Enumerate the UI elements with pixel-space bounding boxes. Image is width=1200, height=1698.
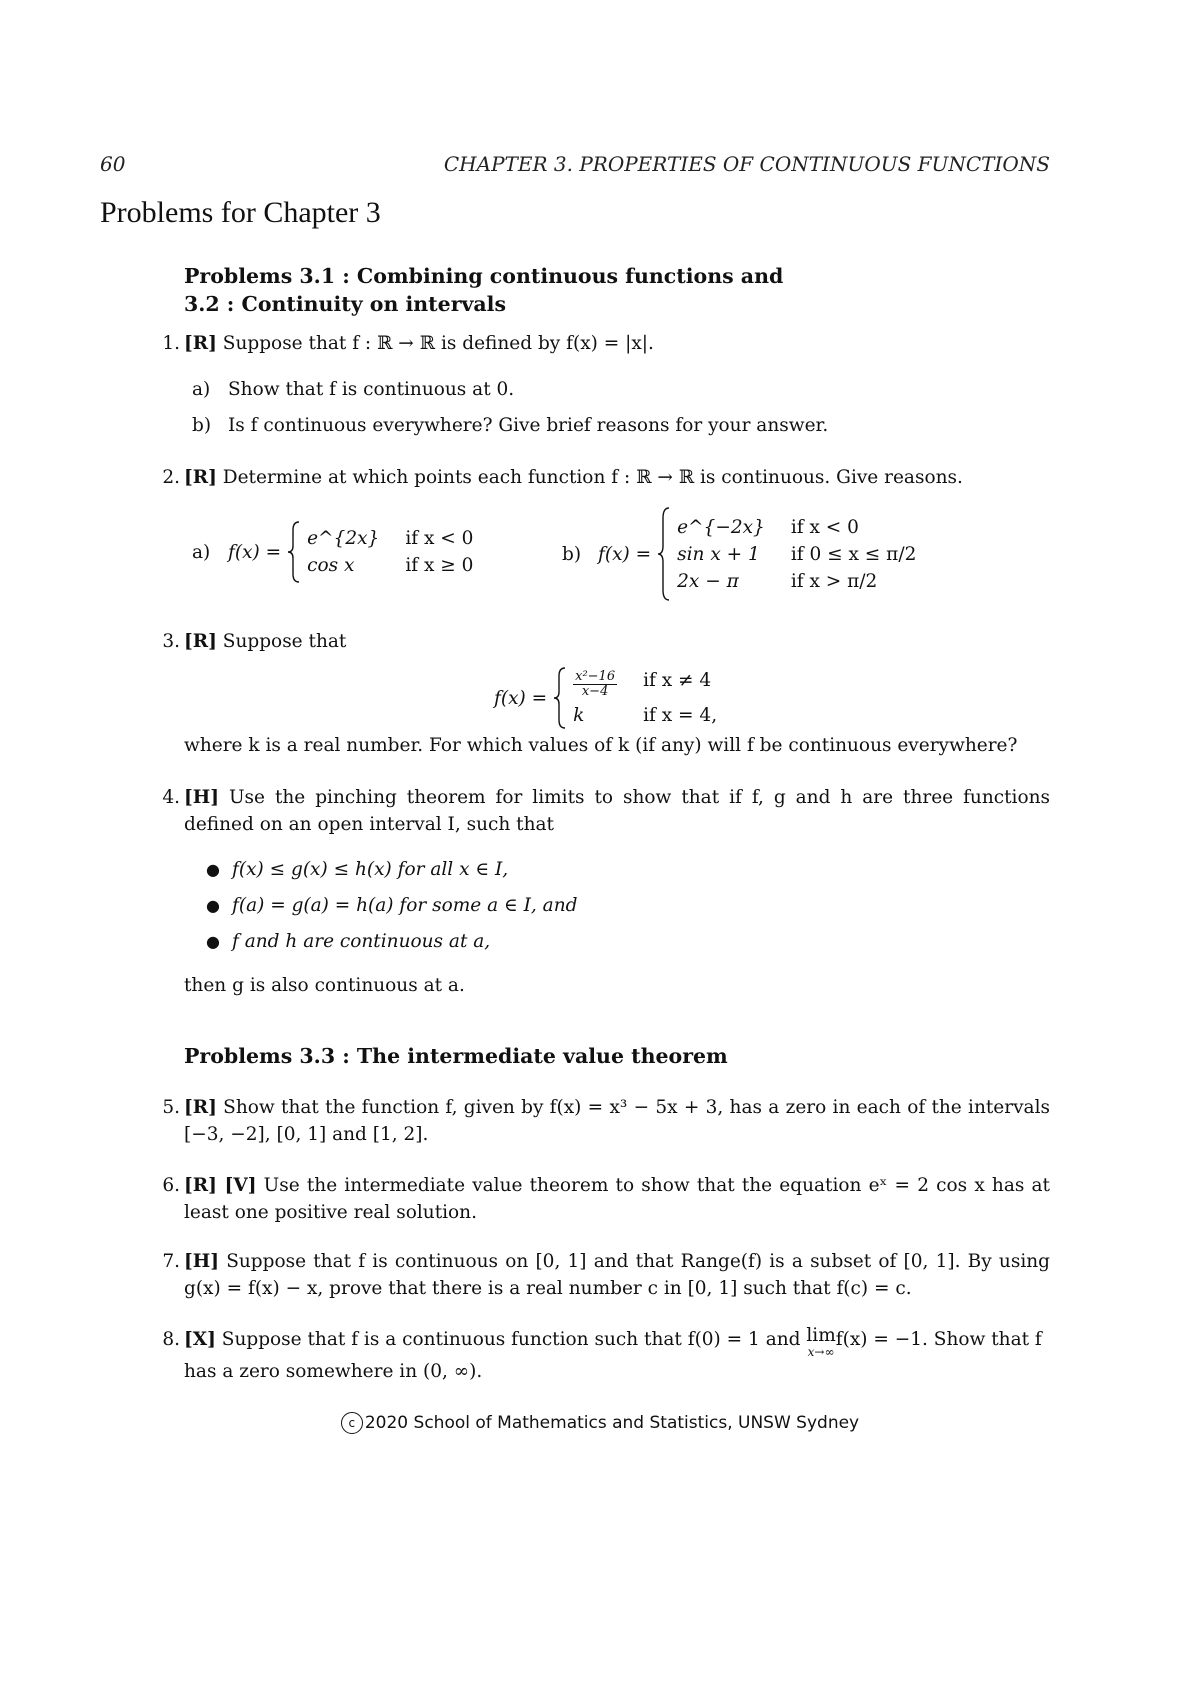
part-label: b) [192,415,212,436]
problem-text: Determine at which points each function f : ℝ → ℝ is continuous. Give reasons. [222,467,963,488]
difficulty-tag: [R] [V] [184,1175,257,1196]
case-condition: if x = 4, [643,705,718,726]
piecewise-3 [494,666,717,730]
case-expression: cos x [307,555,355,576]
difficulty-tag: [R] [184,631,217,652]
copyright-icon: c [341,1412,363,1434]
problem-4 [140,784,1050,838]
problem-number: 8. [162,1329,180,1350]
difficulty-tag: [X] [184,1329,216,1350]
problem-text: Suppose that f is continuous on [0, 1] and that Range(f) is a subset of [0, 1]. By using g(x) = f(x) − x, prove that there is a real number c in [0, 1] such that f(c) = c. [184,1251,1050,1299]
part-label: a) [192,379,211,400]
problem-text: Show that the function f, given by f(x) = x³ − 5x + 3, has a zero in each of the intervals [−3, −2], [0, 1] and [1, 2]. [184,1097,1050,1145]
left-brace-icon [553,666,567,730]
case-expression: 2x − π [677,570,739,592]
problem-number: 4. [162,787,180,808]
case-expression: sin x + 1 [677,543,760,565]
difficulty-tag: [H] [184,787,219,808]
part-label: a) [192,541,211,563]
list-item: ● f(x) ≤ g(x) ≤ h(x) for all x ∈ I, [206,856,508,883]
case-condition: if 0 ≤ x ≤ π/2 [790,543,917,565]
problem-text: Suppose that f is a continuous function such that f(0) = 1 and [221,1329,801,1350]
problem-3-followup: where k is a real number. For which values of k (if any) will f be continuous everywhere? [184,735,1018,756]
bullet-icon: ● [206,932,220,951]
problem-5 [140,1094,1050,1148]
function-lhs: f(x) = [228,541,282,563]
section-heading-line2: 3.2 : Continuity on intervals [184,292,507,316]
problem-text: Use the intermediate value theorem to show that the equation eˣ = 2 cos x has at least one positive real solution. [184,1175,1050,1223]
page-number: 60 [100,152,126,176]
part-text: Show that f is continuous at 0. [228,379,515,400]
piecewise-2a [192,520,473,584]
left-brace-icon [657,506,671,602]
case-expression: e^{−2x} [677,516,765,538]
chapter-running-title: CHAPTER 3. PROPERTIES OF CONTINUOUS FUNCTIONS [443,152,1050,176]
problem-2 [140,464,1050,491]
section-heading-3-3 [184,1042,1044,1070]
case-condition: if x < 0 [405,528,474,549]
running-head [100,152,1050,176]
problem-number: 7. [162,1251,180,1272]
function-lhs: f(x) = [494,687,548,709]
problem-number: 6. [162,1175,180,1196]
problem-number: 2. [162,467,180,488]
section-heading-line1: Problems 3.3 : The intermediate value theorem [184,1044,728,1068]
fraction-numerator: x²−16 [575,669,616,684]
piecewise-2b [562,506,916,602]
limit-subscript: x→∞ [807,1345,835,1359]
problem-1 [140,330,1050,357]
bullet-icon: ● [206,896,220,915]
bullet-icon: ● [206,860,220,879]
problem-8 [140,1326,1050,1385]
problem-1-part-b [192,412,828,439]
problem-text-continued: f(x) = −1. Show that f has a zero somewhere in (0, ∞). [184,1329,1042,1382]
fraction-denominator: x−4 [581,684,609,699]
problem-1-part-a [192,376,514,403]
left-brace-icon [287,520,301,584]
case-condition: if x ≥ 0 [405,555,474,576]
section-heading-line1: Problems 3.1 : Combining continuous functions and [184,264,784,288]
case-expression: e^{2x} [307,528,380,549]
limit-operator [806,1326,835,1358]
case-condition: if x > π/2 [790,570,878,592]
case-expression: k [573,705,585,726]
section-heading-3-1 [184,262,1044,318]
difficulty-tag: [R] [184,467,217,488]
problem-4-conclusion: then g is also continuous at a. [184,975,465,996]
case-condition: if x < 0 [790,516,859,538]
case-condition: if x ≠ 4 [643,670,712,691]
limit-word: lim [806,1325,836,1346]
problem-number: 3. [162,631,180,652]
problem-number: 1. [162,333,180,354]
problem-text: Use the pinching theorem for limits to show that if f, g and h are three functions defined on an open interval I, such that [184,787,1050,835]
difficulty-tag: [R] [184,333,217,354]
function-lhs: f(x) = [598,543,652,565]
problem-6 [140,1172,1050,1226]
fraction [573,670,617,699]
difficulty-tag: [R] [184,1097,217,1118]
list-item: ● f and h are continuous at a, [206,928,490,955]
part-label: b) [562,543,582,565]
problem-text: Suppose that f : ℝ → ℝ is defined by f(x) = |x|. [222,333,654,354]
problem-7 [140,1248,1050,1302]
copyright-text: 2020 School of Mathematics and Statistics, UNSW Sydney [364,1413,860,1433]
list-item: ● f(a) = g(a) = h(a) for some a ∈ I, and [206,892,577,919]
difficulty-tag: [H] [184,1251,219,1272]
problem-number: 5. [162,1097,180,1118]
problem-3 [140,628,1050,655]
problem-text: Suppose that [222,631,347,652]
part-text: Is f continuous everywhere? Give brief reasons for your answer. [228,415,829,436]
chapter-title: Problems for Chapter 3 [100,196,381,229]
copyright-footer [0,1412,1200,1434]
